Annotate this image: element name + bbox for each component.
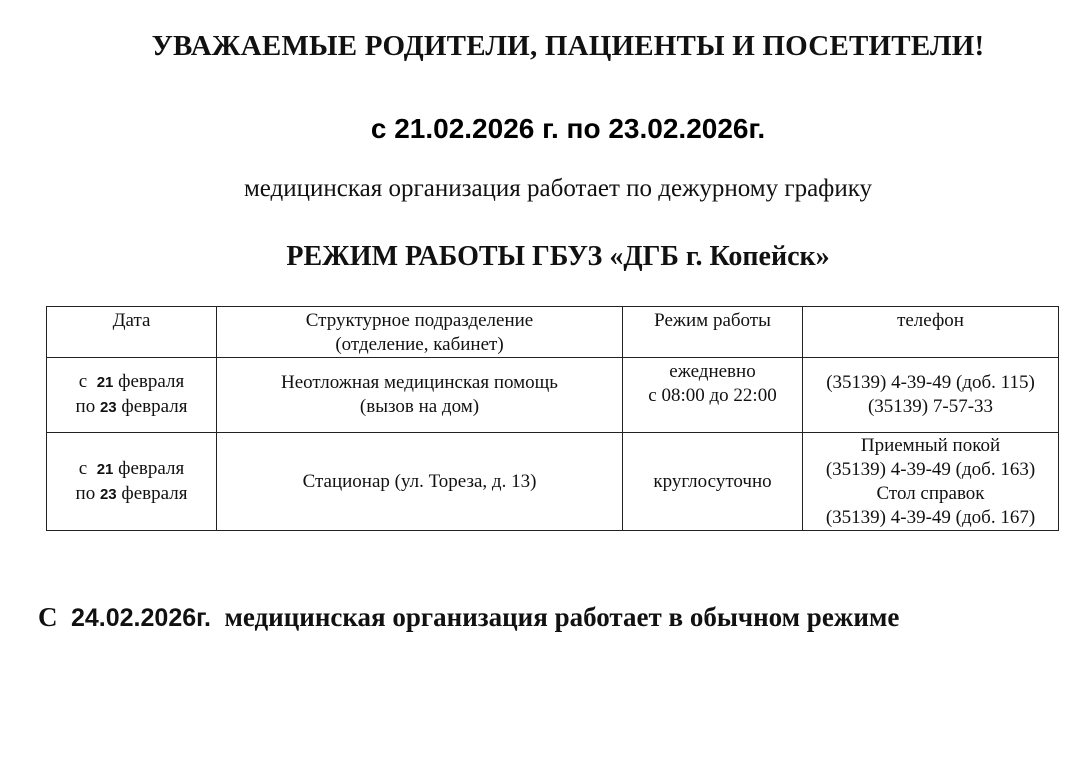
footer-notice xyxy=(38,602,899,633)
cell-date: с 21 февраля по 23 февраля xyxy=(47,358,217,433)
cell-mode: круглосуточно xyxy=(623,433,803,531)
footer-text: медицинская организация работает в обычном режиме xyxy=(224,602,900,632)
cell-mode: ежедневно с 08:00 до 22:00 xyxy=(623,358,803,433)
cell-unit: Неотложная медицинская помощь (вызов на дом) xyxy=(217,358,623,433)
table-row xyxy=(47,433,1059,531)
header-unit: Структурное подразделение (отделение, кабинет) xyxy=(217,307,623,358)
footer-date: 24.02.2026г. xyxy=(71,604,211,632)
table-header-row xyxy=(47,307,1059,358)
cell-phone: (35139) 4-39-49 (доб. 115) (35139) 7-57-33 xyxy=(803,358,1059,433)
header-mode: Режим работы xyxy=(623,307,803,358)
cell-phone: Приемный покой (35139) 4-39-49 (доб. 163) Стол справок (35139) 4-39-49 (доб. 167) xyxy=(803,433,1059,531)
schedule-title: РЕЖИМ РАБОТЫ ГБУЗ «ДГБ г. Копейск» xyxy=(286,241,830,272)
duty-note: медицинская организация работает по дежурному графику xyxy=(243,175,873,202)
period-heading: с 21.02.2026 г. по 23.02.2026г. xyxy=(370,113,766,144)
cell-date: с 21 февраля по 23 февраля xyxy=(47,433,217,531)
schedule-table xyxy=(46,306,1059,531)
header-phone: телефон xyxy=(803,307,1059,358)
cell-unit: Стационар (ул. Тореза, д. 13) xyxy=(217,433,623,531)
greeting-heading: УВАЖАЕМЫЕ РОДИТЕЛИ, ПАЦИЕНТЫ И ПОСЕТИТЕЛИ! xyxy=(151,30,985,62)
header-date: Дата xyxy=(47,307,217,358)
footer-prefix: С xyxy=(38,602,58,632)
table-row xyxy=(47,358,1059,433)
